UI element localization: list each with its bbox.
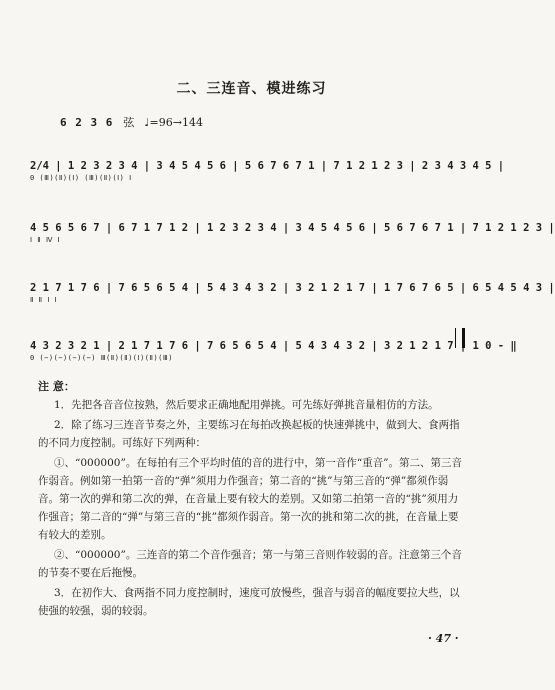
note-2 <box>38 416 468 452</box>
note-1 <box>38 396 468 414</box>
staff-row-1 <box>30 150 505 190</box>
staff-notes: 4 3 2 3 2 1 | 2 1 7 1 7 6 | 7 6 5 6 5 4 | 5 4 3 4 3 2 | 3 2 1 2 1 7 | 1 0 - ‖ <box>30 340 517 352</box>
note-4-text: ②、“000000”。三连音的第二个音作强音；第一与第三音则作较弱的音。注意第三个音的节奏不要在后拖慢。 <box>38 549 462 579</box>
note-5-text: 3．在初作大、食两指不同力度控制时，速度可放慢些，强音与弱音的幅度要拉大些，以使强的较强，弱的较弱。 <box>38 587 460 617</box>
note-2-text: 2．除了练习三连音节奏之外，主要练习在每拍改换起板的快速弹挑中，做到大、食两指的不同力度控制。可练好下列两种： <box>38 419 460 449</box>
page-number: · 47 · <box>428 632 459 645</box>
staff-notes: 4 5 6 5 6 7 | 6 7 1 7 1 2 | 1 2 3 2 3 4 | 3 4 5 4 5 6 | 5 6 7 6 7 1 | 7 1 2 1 2 3 | <box>30 222 555 234</box>
staff-row-4 <box>30 330 517 370</box>
final-barline <box>455 328 465 348</box>
staff-markings: 0 (−)(−)(−)(−) Ⅲ(Ⅱ)(Ⅱ)(Ⅰ)(Ⅱ)(Ⅲ) <box>30 354 173 362</box>
staff-notes: 2 1 7 1 7 6 | 7 6 5 6 5 4 | 5 4 3 4 3 2 | 3 2 1 2 1 7 | 1 7 6 7 6 5 | 6 5 4 5 4 3 | <box>30 282 555 294</box>
notes-heading: 注 意： <box>38 380 75 393</box>
note-3 <box>38 454 468 544</box>
staff-row-2 <box>30 212 555 252</box>
tuning-strings: 6 2 3 6 <box>60 116 114 129</box>
staff-row-3 <box>30 272 555 312</box>
staff-markings: Ⅰ Ⅱ Ⅳ Ⅰ <box>30 236 61 244</box>
staff-markings: Ⅱ Ⅱ Ⅰ Ⅰ <box>30 296 58 304</box>
staff-notes: 2/4 | 1 2 3 2 3 4 | 3 4 5 4 5 6 | 5 6 7 6 7 1 | 7 1 2 1 2 3 | 2 3 4 3 4 5 | <box>30 160 505 172</box>
note-5 <box>38 584 468 620</box>
note-4 <box>38 546 468 582</box>
staff-markings: 0 (Ⅲ)(Ⅱ)(Ⅰ) (Ⅲ)(Ⅱ)(Ⅰ) Ⅰ <box>30 174 132 182</box>
tuning-label: 弦 <box>123 116 135 129</box>
page-title: 二、三连音、模进练习 <box>176 81 327 97</box>
note-3-text: ①、“000000”。在每拍有三个平均时值的音的进行中，第一音作“重音”。第二、第三音作弱音。例如第一拍第一音的“弹”须用力作强音；第二音的“挑”与第三音的“弹”都须作弱音。第一次的弹和第二次的弹，在音量上要有较大的差别。又如第二拍第一音的“挑”须用力作强音；第二音的“弹”与第三音的“挑”都须作弱音。第一次的挑和第二次的挑，在音量上要有较大的差别。 <box>38 457 463 541</box>
tuning-line <box>60 114 203 130</box>
note-1-text: 1．先把各音音位按熟，然后要求正确地配用弹挑。可先练好弹挑音量相仿的方法。 <box>54 399 439 411</box>
tempo-marking: ♩=96→144 <box>144 116 203 129</box>
